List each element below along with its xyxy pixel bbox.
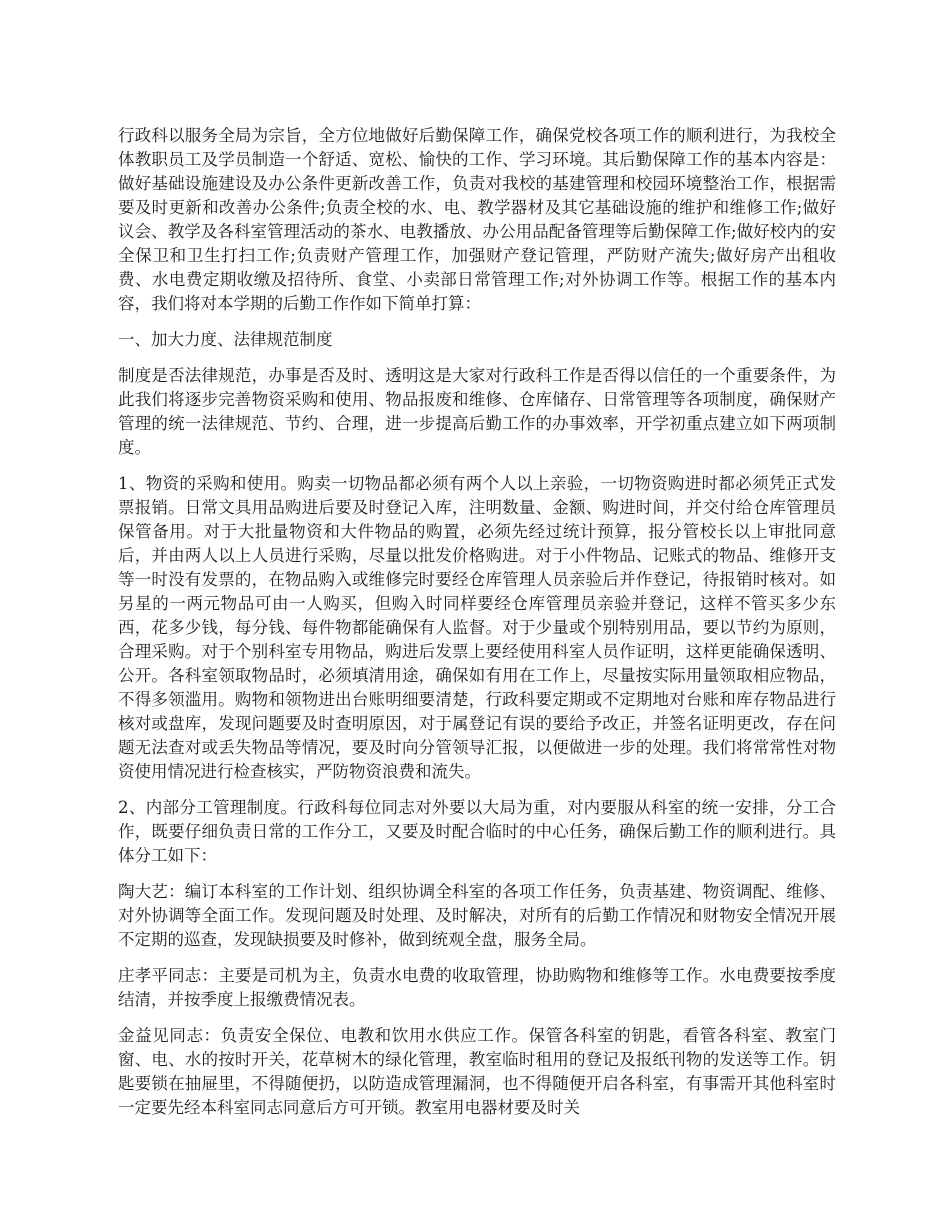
intro-paragraph: 行政科以服务全局为宗旨，全方位地做好后勤保障工作，确保党校各项工作的顺利进行，为我校全体教职员工及学员制造一个舒适、宽松、愉快的工作、学习环境。其后勤保障工作的基本内容是：做好基础设施建设及办公条件更新改善工作，负责对我校的基建管理和校园环境整治工作，根据需要及时更新和改善办公条件;负责全校的水、电、教学器材及其它基础设施的维护和维修工作;做好议会、教学及各科室管理活动的茶水、电教播放、办公用品配备管理等后勤保障工作;做好校内的安全保卫和卫生打扫工作;负责财产管理工作，加强财产登记管理，严防财产流失;做好房产出租收费、水电费定期收缴及招待所、食堂、小卖部日常管理工作;对外协调工作等。根据工作的基本内容，我们将对本学期的后勤工作作如下简单打算： (118, 126, 836, 313)
staff-duty-paragraph: 金益见同志：负责安全保位、电教和饮用水供应工作。保管各科室的钥匙，看管各科室、教室门窗、电、水的按时开关，花草树木的绿化管理，教室临时租用的登记及报纸刊物的发送等工作。钥匙要锁在抽屉里，不得随便扔，以防造成管理漏洞，也不得随便开启各科室，有事需开其他科室时一定要先经本科室同志同意后方可开锁。教室用电器材要及时关 (118, 1026, 836, 1117)
staff-duty-paragraph: 庄孝平同志：主要是司机为主，负责水电费的收取管理，协助购物和维修等工作。水电费要按季度结清，并按季度上报缴费情况表。 (118, 966, 836, 1009)
section-heading: 一、加大力度、法律规范制度 (118, 330, 333, 349)
procurement-paragraph: 1、物资的采购和使用。购卖一切物品都必须有两个人以上亲验，一切物资购进时都必须凭正式发票报销。日常文具用品购进后要及时登记入库，注明数量、金额、购进时间，并交付给仓库管理员保管备用。对于大批量物资和大件物品的购置，必须先经过统计预算，报分管校长以上审批同意后，并由两人以上人员进行采购，尽量以批发价格购进。对于小件物品、记账式的物品、维修开支等一时没有发票的，在物品购入或维修完时要经仓库管理人员亲验后并作登记，待报销时核对。如另星的一两元物品可由一人购买，但购入时同样要经仓库管理员亲验并登记，这样不管买多少东西，花多少钱，每分钱、每件物都能确保有人监督。对于少量或个别特别用品，要以节约为原则，合理采购。对于个别科室专用物品，购进后发票上要经使用科室人员作证明，这样更能确保透明、公开。各科室领取物品时，必须填清用途，确保如有用在工作上，尽量按实际用量领取相应物品，不得多领滥用。购物和领物进出台账明细要清楚，行政科要定期或不定期地对台账和库存物品进行核对或盘库，发现问题要及时查明原因，对于属登记有误的要给予改正，并签名证明更改，存在问题无法查对或丢失物品等情况，要及时向分管领导汇报，以便做进一步的处理。我们将常常性对物资使用情况进行检查核实，严防物资浪费和流失。 (118, 474, 836, 781)
document-body (118, 124, 836, 1132)
staff-duty-paragraph: 陶大艺：编订本科室的工作计划、组织协调全科室的各项工作任务，负责基建、物资调配、维修、对外协调等全面工作。发现问题及时处理、及时解决，对所有的后勤工作情况和财物安全情况开展不定期的巡查，发现缺损要及时修补，做到统观全盘，服务全局。 (118, 882, 836, 949)
division-of-labor-paragraph: 2、内部分工管理制度。行政科每位同志对外要以大局为重，对内要服从科室的统一安排，分工合作，既要仔细负责日常的工作分工，又要及时配合临时的中心任务，确保后勤工作的顺利进行。具体分工如下： (118, 798, 836, 865)
section-intro-paragraph: 制度是否法律规范，办事是否及时、透明这是大家对行政科工作是否得以信任的一个重要条件，为此我们将逐步完善物资采购和使用、物品报废和维修、仓库储存、日常管理等各项制度，确保财产管理的统一法律规范、节约、合理，进一步提高后勤工作的办事效率，开学初重点建立如下两项制度。 (118, 366, 836, 457)
